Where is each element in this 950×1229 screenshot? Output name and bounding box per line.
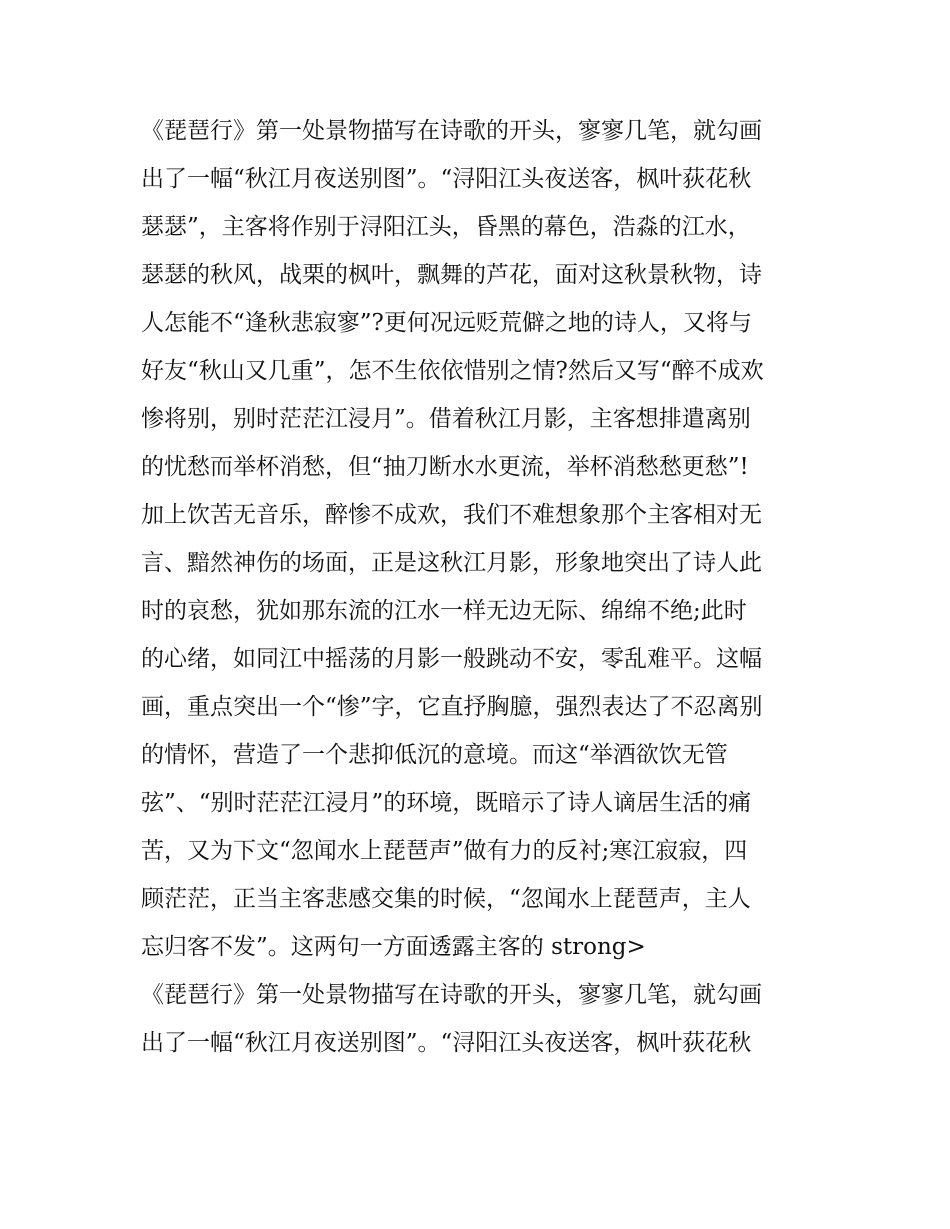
text-line: 人怎能不“逢秋悲寂寥”?更何况远贬荒僻之地的诗人，又将与 bbox=[141, 310, 752, 336]
text-line: 苦，又为下文“忽闻水上琵琶声”做有力的反衬;寒江寂寂，四 bbox=[141, 838, 748, 864]
text-line: 画，重点突出一个“惨”字，它直抒胸臆，强烈表达了不忍离别 bbox=[141, 694, 763, 720]
text-line: 的忧愁而举杯消愁，但“抽刀断水水更流，举杯消愁愁更愁”! bbox=[141, 454, 749, 480]
text-line: 弦”、“别时茫茫江浸月”的环境，既暗示了诗人谪居生活的痛 bbox=[141, 790, 752, 816]
text-line: 《琵琶行》第一处景物描写在诗歌的开头，寥寥几笔，就勾画 bbox=[141, 982, 762, 1008]
text-line: 《琵琶行》第一处景物描写在诗歌的开头，寥寥几笔，就勾画 bbox=[141, 118, 762, 144]
text-line: 加上饮苦无音乐，醉惨不成欢，我们不难想象那个主客相对无 bbox=[141, 502, 762, 528]
text-line: 时的哀愁，犹如那东流的江水一样无边无际、绵绵不绝;此时 bbox=[141, 598, 747, 624]
text-line: 好友“秋山又几重”，怎不生依依惜别之情?然后又写“醉不成欢 bbox=[141, 358, 764, 384]
text-line: 的心绪，如同江中摇荡的月影一般跳动不安，零乱难平。这幅 bbox=[141, 646, 762, 672]
body-text bbox=[141, 107, 831, 1067]
text-line: 顾茫茫，正当主客悲感交集的时候，“忽闻水上琵琶声，主人 bbox=[141, 886, 751, 912]
text-line: 惨将别，别时茫茫江浸月”。借着秋江月影，主客想排遣离别 bbox=[141, 406, 751, 432]
text-line: 出了一幅“秋江月夜送别图”。“浔阳江头夜送客，枫叶荻花秋 bbox=[141, 1030, 752, 1056]
text-line: 瑟瑟”，主客将作别于浔阳江头，昏黑的幕色，浩淼的江水， bbox=[141, 214, 751, 240]
text-line: 言、黯然神伤的场面，正是这秋江月影，形象地突出了诗人此 bbox=[141, 550, 762, 576]
text-line: 瑟瑟的秋风，战栗的枫叶，飘舞的芦花，面对这秋景秋物，诗 bbox=[141, 262, 762, 288]
text-line: 的情怀，营造了一个悲抑低沉的意境。而这“举酒欲饮无管 bbox=[141, 742, 728, 768]
text-line: 出了一幅“秋江月夜送别图”。“浔阳江头夜送客，枫叶荻花秋 bbox=[141, 166, 752, 192]
text-line: 忘归客不发”。这两句一方面透露主客的 strong> bbox=[141, 934, 646, 960]
